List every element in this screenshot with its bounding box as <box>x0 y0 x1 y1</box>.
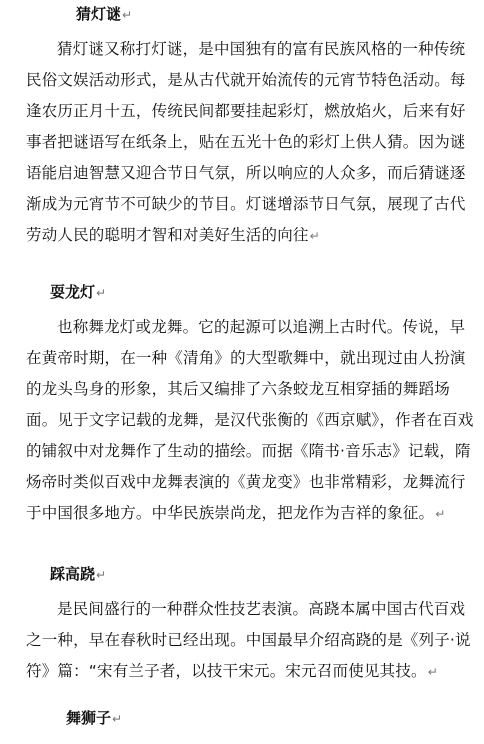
section-body-caidengmi <box>26 34 478 252</box>
heading-text: 猜灯谜 <box>76 5 122 23</box>
paragraph-mark-icon: ↵ <box>122 8 133 22</box>
paragraph-mark-icon: ↵ <box>112 712 123 726</box>
paragraph-mark-icon: ↵ <box>427 665 438 679</box>
section-heading-wushizi <box>66 708 122 729</box>
heading-text: 舞狮子 <box>66 709 112 727</box>
section-heading-shualongdeng <box>50 282 106 303</box>
paragraph-mark-icon: ↵ <box>435 507 446 521</box>
heading-text: 踩高跷 <box>50 565 96 583</box>
heading-text: 耍龙灯 <box>50 283 96 301</box>
body-text: 猜灯谜又称打灯谜，是中国独有的富有民族风格的一种传统民俗文娱活动形式，是从古代就开始流传的元宵节特色活动。每逢农历正月十五，传统民间都要挂起彩灯，燃放焰火，后来有好事者把谜语写在纸条上，贴在五光十色的彩灯上供人猜。因为谜语能启迪智慧又迎合节日气氛，所以响应的人众多，而后猜谜逐渐成为元宵节不可缺少的节目。灯谜增添节日气氛，展现了古代劳动人民的聪明才智和对美好生活的向往 <box>26 40 466 244</box>
section-heading-caidengmi <box>76 4 132 25</box>
section-body-caigaoqiao <box>26 594 478 688</box>
paragraph-mark-icon: ↵ <box>96 568 107 582</box>
body-text: 是民间盛行的一种群众性技艺表演。高跷本属中国古代百戏之一种，早在春秋时已经出现。中国最早介绍高跷的是《列子·说符》篇：“宋有兰子者，以技干宋元。宋元召而使见其技。 <box>26 600 471 680</box>
section-heading-caigaoqiao <box>50 564 106 585</box>
paragraph-mark-icon: ↵ <box>309 229 320 243</box>
paragraph-mark-icon: ↵ <box>96 286 107 300</box>
body-text: 也称舞龙灯或龙舞。它的起源可以追溯上古时代。传说，早在黄帝时期，在一种《清角》的大型歌舞中，就出现过由人扮演的龙头鸟身的形象，其后又编排了六条蛟龙互相穿插的舞蹈场面。见于文字记载的龙舞，是汉代张衡的《西京赋》，作者在百戏的铺叙中对龙舞作了生动的描绘。而据《隋书·音乐志》记载，隋炀帝时类似百戏中龙舞表演的《黄龙变》也非常精彩，龙舞流行于中国很多地方。中华民族崇尚龙，把龙作为吉祥的象征。 <box>26 318 474 522</box>
section-body-shualongdeng <box>26 312 478 530</box>
